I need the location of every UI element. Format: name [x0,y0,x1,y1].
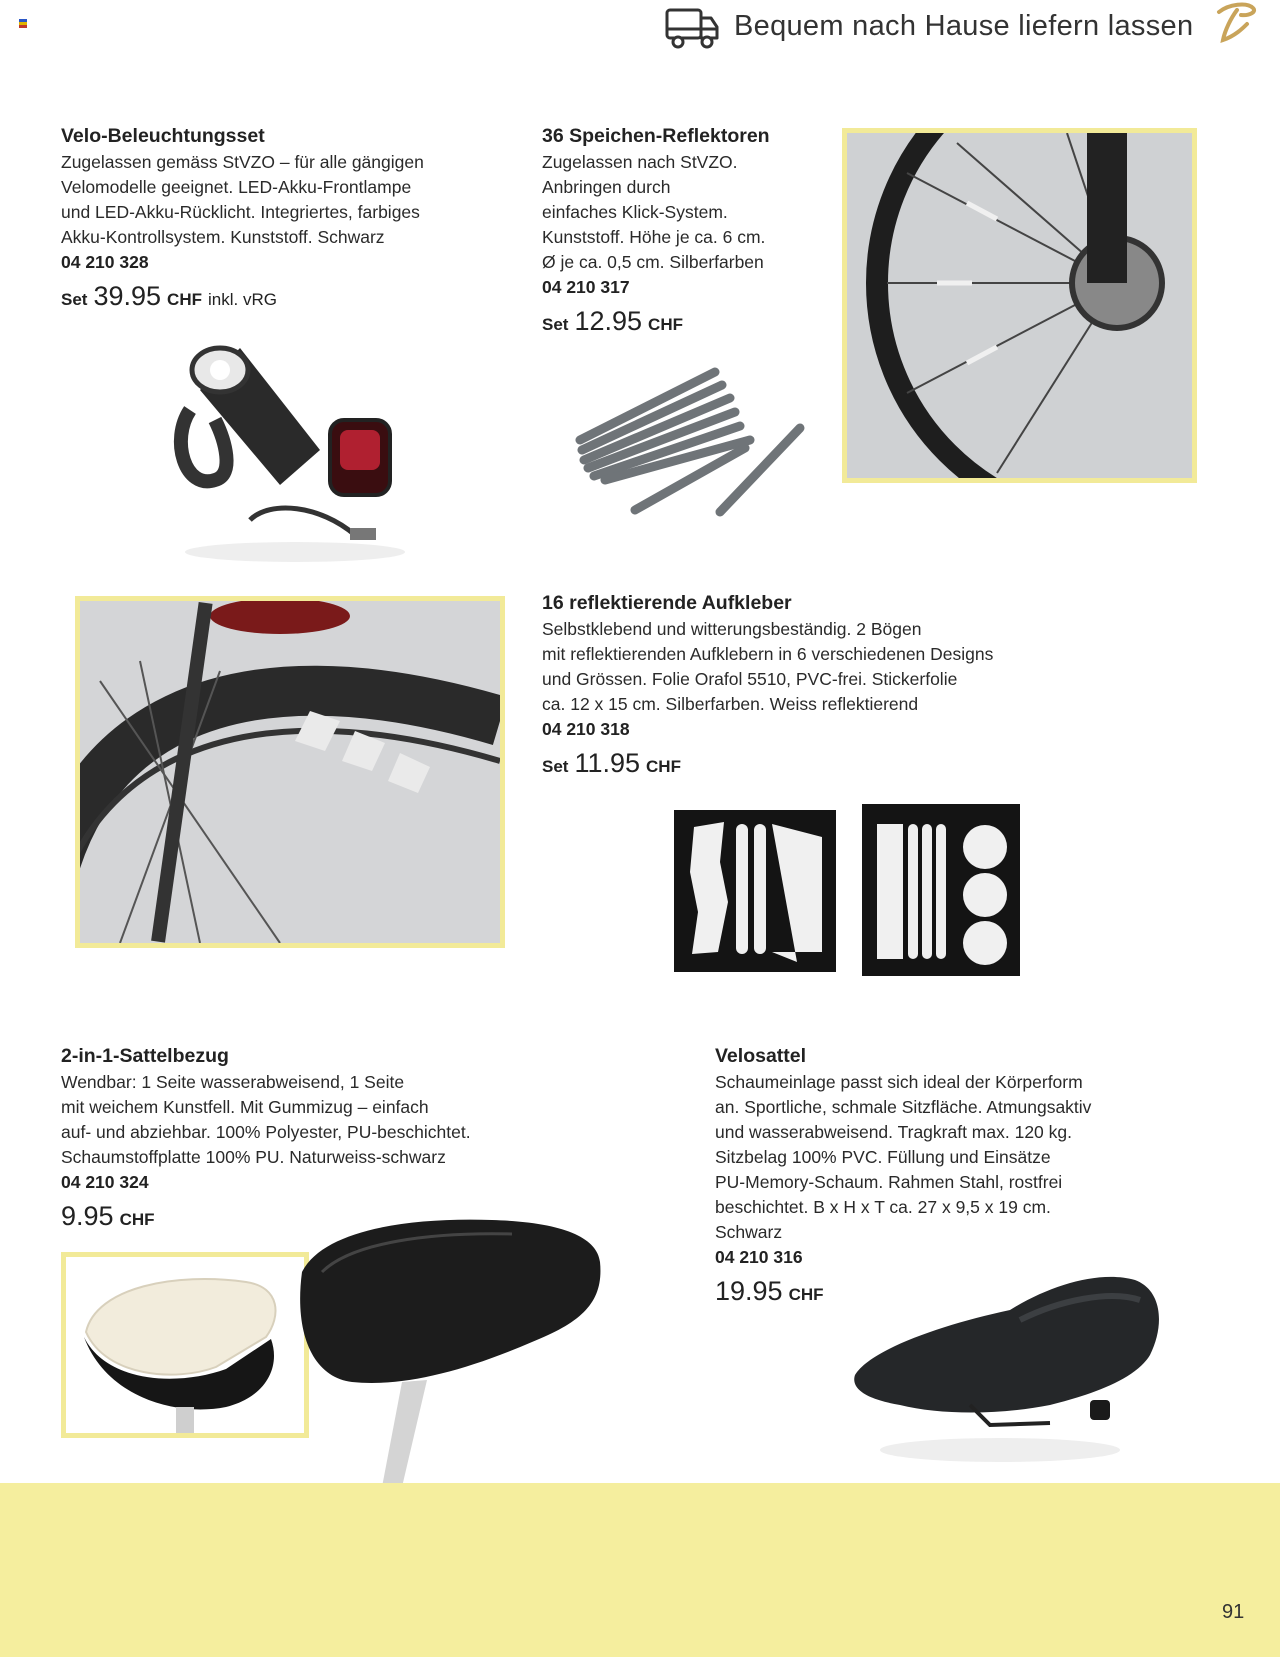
product-title: 16 reflektierende Aufkleber [542,592,792,614]
product-spoke-reflectors [542,125,832,337]
article-number: 04 210 317 [542,277,630,297]
product-lighting-set [61,125,521,312]
product-reflective-stickers [542,592,1042,779]
product-description: Selbstklebend und witterungsbeständig. 2 Bögen mit reflektierenden Aufklebern in 6 verschiedenen Designs und Grössen. Folie Orafol 5510, PVC-frei. Stickerfolie ca. 12 x 15 cm. Silberfarben. Weiss reflektierend [542,619,994,714]
article-number: 04 210 316 [715,1247,803,1267]
price: 9.95 CHF [61,1201,155,1231]
product-title: 36 Speichen-Reflektoren [542,125,770,147]
product-description: Zugelassen gemäss StVZO – für alle gängigen Velomodelle geeignet. LED-Akku-Frontlampe und LED-Akku-Rücklicht. Integriertes, farbiges Akku-Kontrollsystem. Kunststoff. Schwarz [61,152,424,247]
fur-saddle-cover-photo [61,1252,309,1438]
product-description: Wendbar: 1 Seite wasserabweisend, 1 Seite mit weichem Kunstfell. Mit Gummizug – einfach auf- und abziehbar. 100% Polyester, PU-beschichtet. Schaumstoffplatte 100% PU. Naturweiss-schwarz [61,1072,471,1167]
product-title: 2-in-1-Sattelbezug [61,1045,229,1067]
price: 19.95 CHF [715,1276,824,1306]
black-saddle-cover-image [292,1212,604,1487]
product-description: Zugelassen nach StVZO. Anbringen durch einfaches Klick-System. Kunststoff. Höhe je ca. 6 cm. Ø je ca. 0,5 cm. Silberfarben [542,152,766,272]
product-description: Schaumeinlage passt sich ideal der Körperform an. Sportliche, schmale Sitzfläche. Atmungsaktiv und wasserabweisend. Tragkraft max. 120 kg. Sitzbelag 100% PVC. Füllung und Einsätze PU-Memory-Schaum. Rahmen Stahl, rostfrei beschichtet. B x H x T ca. 27 x 9,5 x 19 cm. Schwarz [715,1072,1092,1242]
reflective-fender-photo [75,596,505,948]
bike-saddle-image [850,1265,1165,1465]
spoke-reflectors-image [560,360,810,525]
menu-flag-icon[interactable] [19,19,27,28]
bike-lights-image [170,330,420,570]
product-title: Velo-Beleuchtungsset [61,125,265,147]
product-saddle-cover [61,1045,531,1232]
wheel-spokes-photo [842,128,1197,483]
price: Set 39.95 CHF inkl. vRG [61,281,277,311]
article-number: 04 210 328 [61,252,149,272]
tchibo-logo-icon[interactable] [1213,0,1258,46]
product-title: Velosattel [715,1045,807,1067]
delivery-truck-icon [664,5,720,51]
footer-band [0,1483,1280,1657]
price: Set 11.95 CHF [542,748,681,778]
price: Set 12.95 CHF [542,306,683,336]
header-title: Bequem nach Hause liefern lassen [734,10,1194,42]
article-number: 04 210 318 [542,719,630,739]
article-number: 04 210 324 [61,1172,149,1192]
sticker-sheets-image [672,802,1022,977]
page-number: 91 [1222,1601,1245,1623]
